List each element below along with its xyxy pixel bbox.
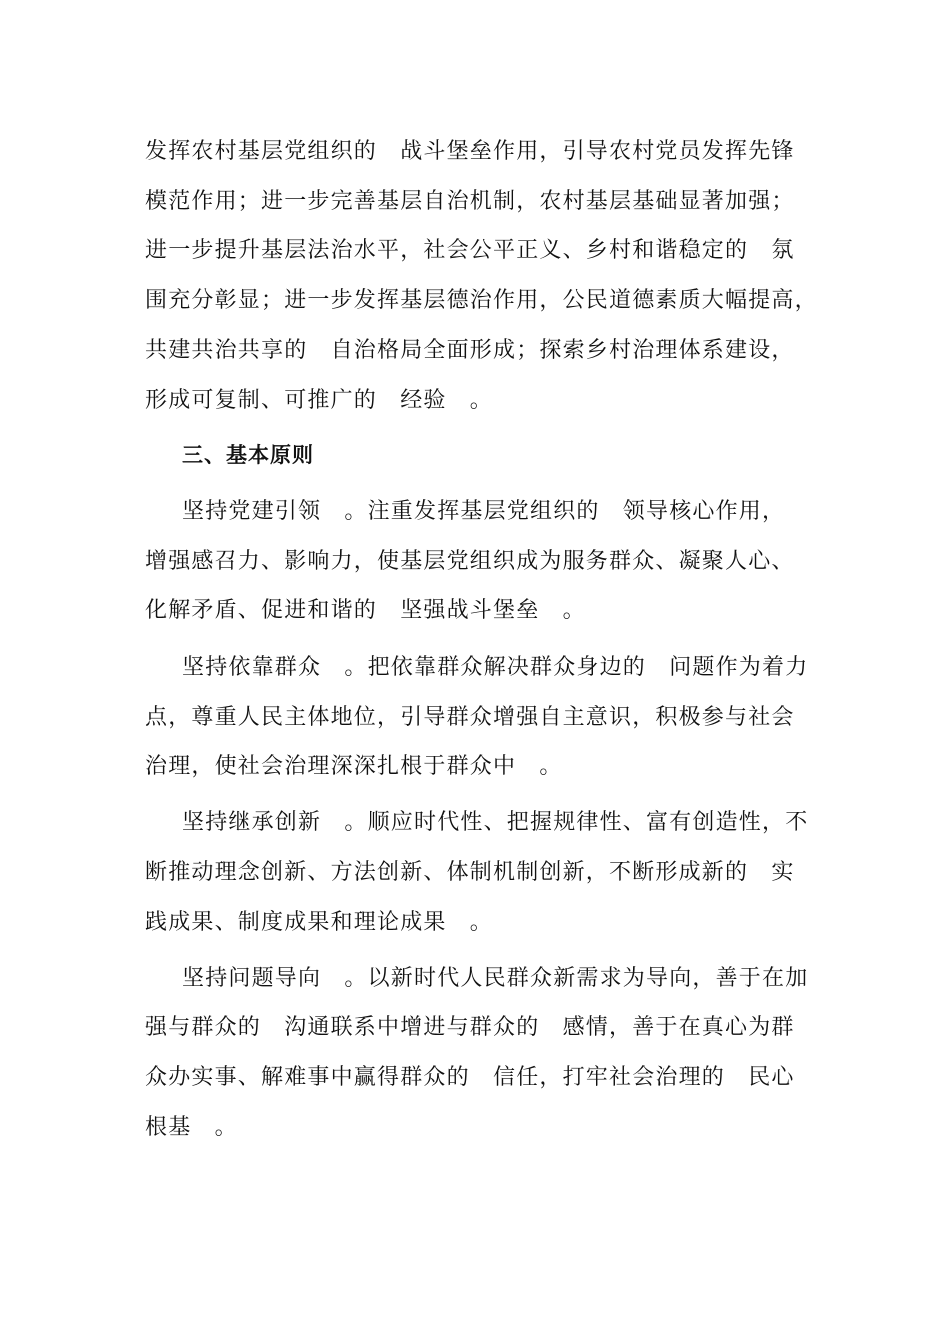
intro-line-4: 围充分彰显；进一步发挥基层德治作用，公民道德素质大幅提高， [145,288,818,313]
principle-3-line-2: 断推动理念创新、方法创新、体制机制创新，不断形成新的 实 [145,860,795,885]
section-heading: 三、基本原则 [182,443,314,467]
intro-line-6: 形成可复制、可推广的 经验 。 [145,388,494,413]
intro-line-3: 进一步提升基层法治水平，社会公平正义、乡村和谐稳定的 氛 [145,238,795,263]
principle-3-line-3: 践成果、制度成果和理论成果 。 [145,910,494,935]
principle-1-line-2: 增强感召力、影响力，使基层党组织成为服务群众、凝聚人心、 [145,549,795,574]
principle-4-line-1: 坚持问题导向 。以新时代人民群众新需求为导向，善于在加 [182,966,809,991]
intro-line-2: 模范作用；进一步完善基层自治机制，农村基层基础显著加强； [145,189,795,214]
principle-2-line-2: 点，尊重人民主体地位，引导群众增强自主意识，积极参与社会 [145,705,795,730]
principle-1-line-3: 化解矛盾、促进和谐的 坚强战斗堡垒 。 [145,598,586,623]
principle-2-line-1: 坚持依靠群众 。把依靠群众解决群众身边的 问题作为着力 [182,655,809,680]
principle-1-line-1: 坚持党建引领 。注重发挥基层党组织的 领导核心作用， [182,499,786,524]
principle-2-line-3: 治理，使社会治理深深扎根于群众中 。 [145,754,563,779]
principle-4-line-4: 根基 。 [145,1115,238,1140]
principle-4-line-3: 众办实事、解难事中赢得群众的 信任，打牢社会治理的 民心 [145,1065,795,1090]
principle-3-line-1: 坚持继承创新 。顺应时代性、把握规律性、富有创造性，不 [182,810,809,835]
intro-line-5: 共建共治共享的 自治格局全面形成；探索乡村治理体系建设， [145,338,795,363]
intro-line-1: 发挥农村基层党组织的 战斗堡垒作用，引导农村党员发挥先锋 [145,139,795,164]
principle-4-line-2: 强与群众的 沟通联系中增进与群众的 感情，善于在真心为群 [145,1015,795,1040]
